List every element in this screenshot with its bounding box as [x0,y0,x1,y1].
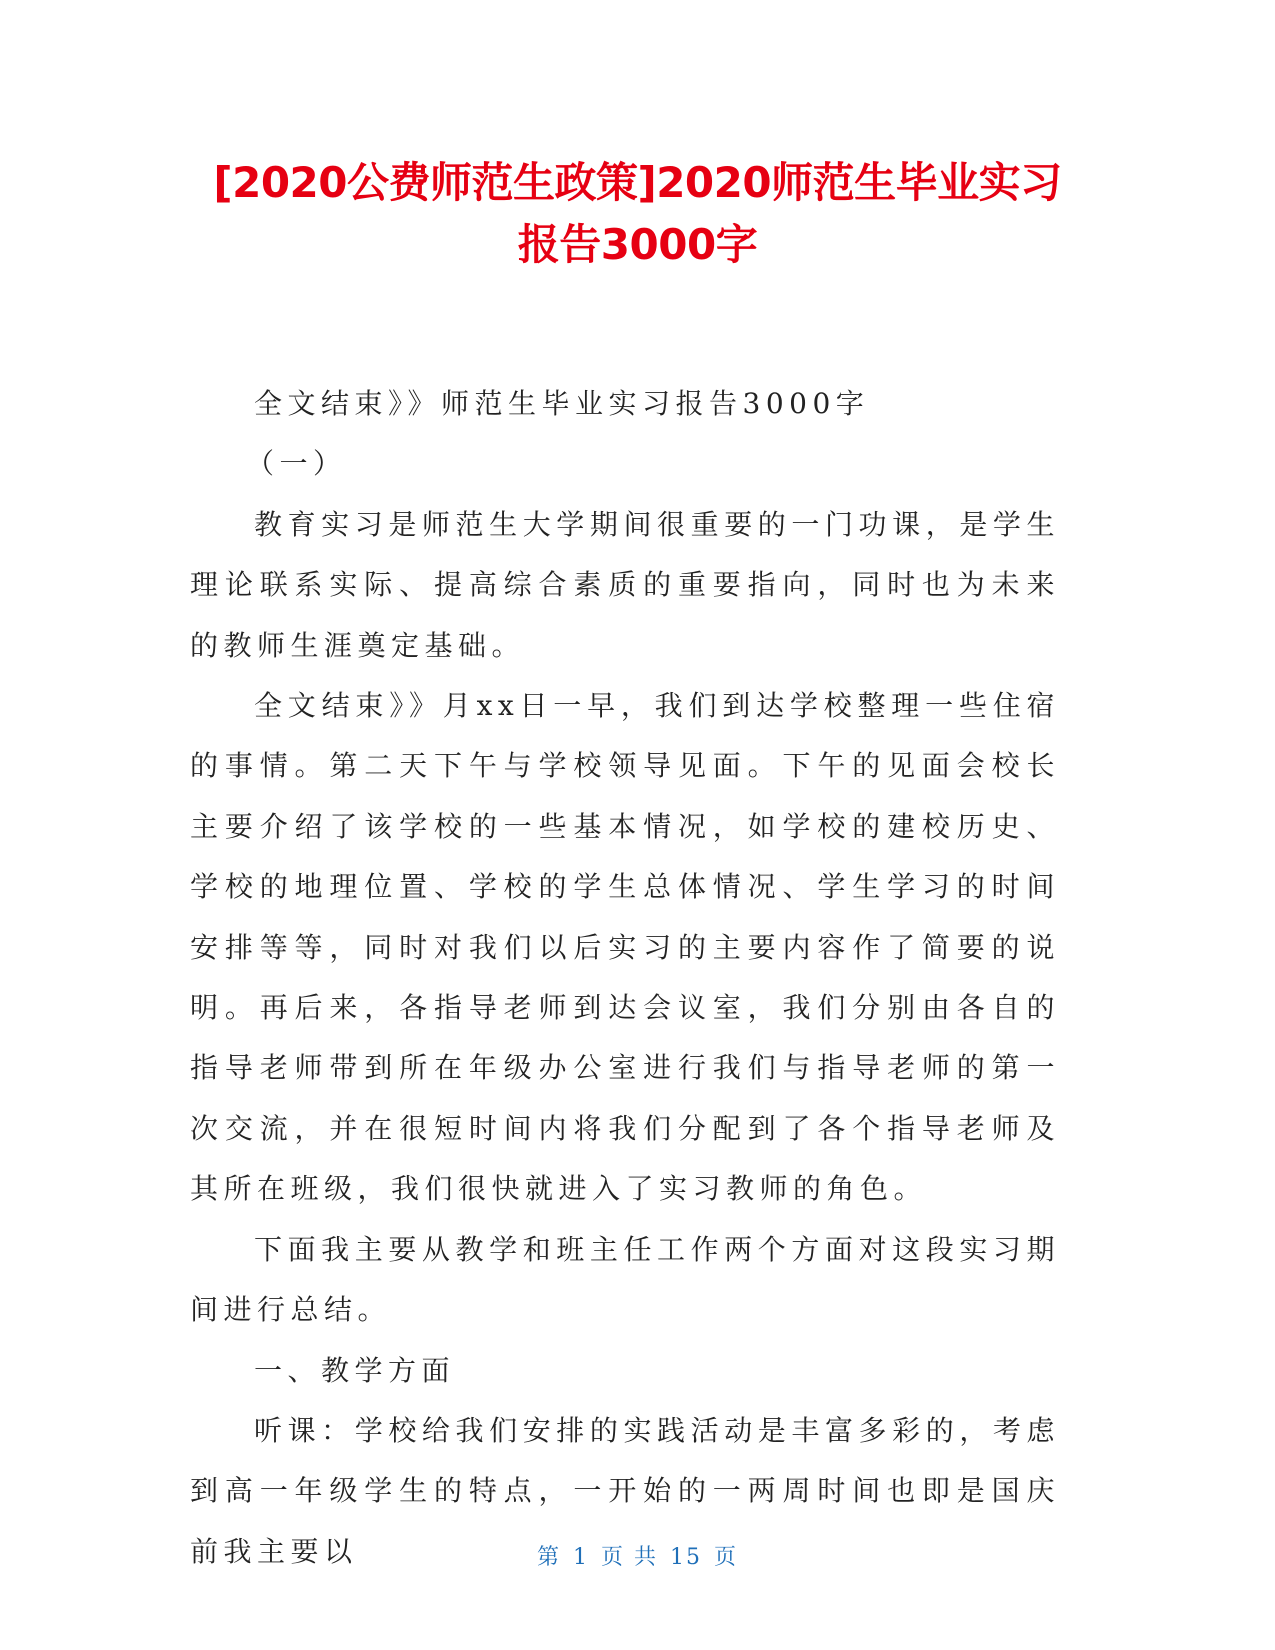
footer-label-page: 第 [536,1545,561,1570]
paragraph-body: 下面我主要从教学和班主任工作两个方面对这段实习期间进行总结。 [190,1232,1060,1327]
paragraph-body: 全文结束》》月xx日一早，我们到达学校整理一些住宿的事情。第二天下午与学校领导见面。下午的见面会校长主要介绍了该学校的一些基本情况，如学校的建校历史、学校的地理位置、学校的学生总体情况、学生学习的时间安排等等，同时对我们以后实习的主要内容作了简要的说明。再后来，各指导老师到达会议室，我们分别由各自的指导老师带到所在年级办公室进行我们与指导老师的第一次交流，并在很短时间内将我们分配到了各个指导老师及其所在班级，我们很快就进入了实习教师的角色。 [190,689,1060,1206]
page-footer [0,1540,1275,1571]
footer-label-of: 页 共 [601,1545,658,1570]
paragraph-intro-heading: 全文结束》》师范生毕业实习报告3000字 [254,387,870,420]
footer-total-pages: 15 [670,1545,702,1570]
paragraph-body: 听课：学校给我们安排的实践活动是丰富多彩的，考虑到高一年级学生的特点，一开始的一两周时间也即是国庆前我主要以 [190,1413,1060,1568]
footer-label-end: 页 [714,1545,739,1570]
title-line-2: 报告3000字 [517,220,758,269]
section-heading-teaching: 一、教学方面 [254,1353,456,1387]
document-body [190,374,1060,1582]
title-line-1: [2020公费师范生政策]2020师范生毕业实习 [213,158,1062,207]
paragraph-section-number: （一） [246,447,347,481]
footer-current-page: 1 [573,1545,589,1570]
document-title [190,152,1085,276]
paragraph-body: 教育实习是师范生大学期间很重要的一门功课，是学生理论联系实际、提高综合素质的重要指向，同时也为未来的教师生涯奠定基础。 [190,507,1060,662]
